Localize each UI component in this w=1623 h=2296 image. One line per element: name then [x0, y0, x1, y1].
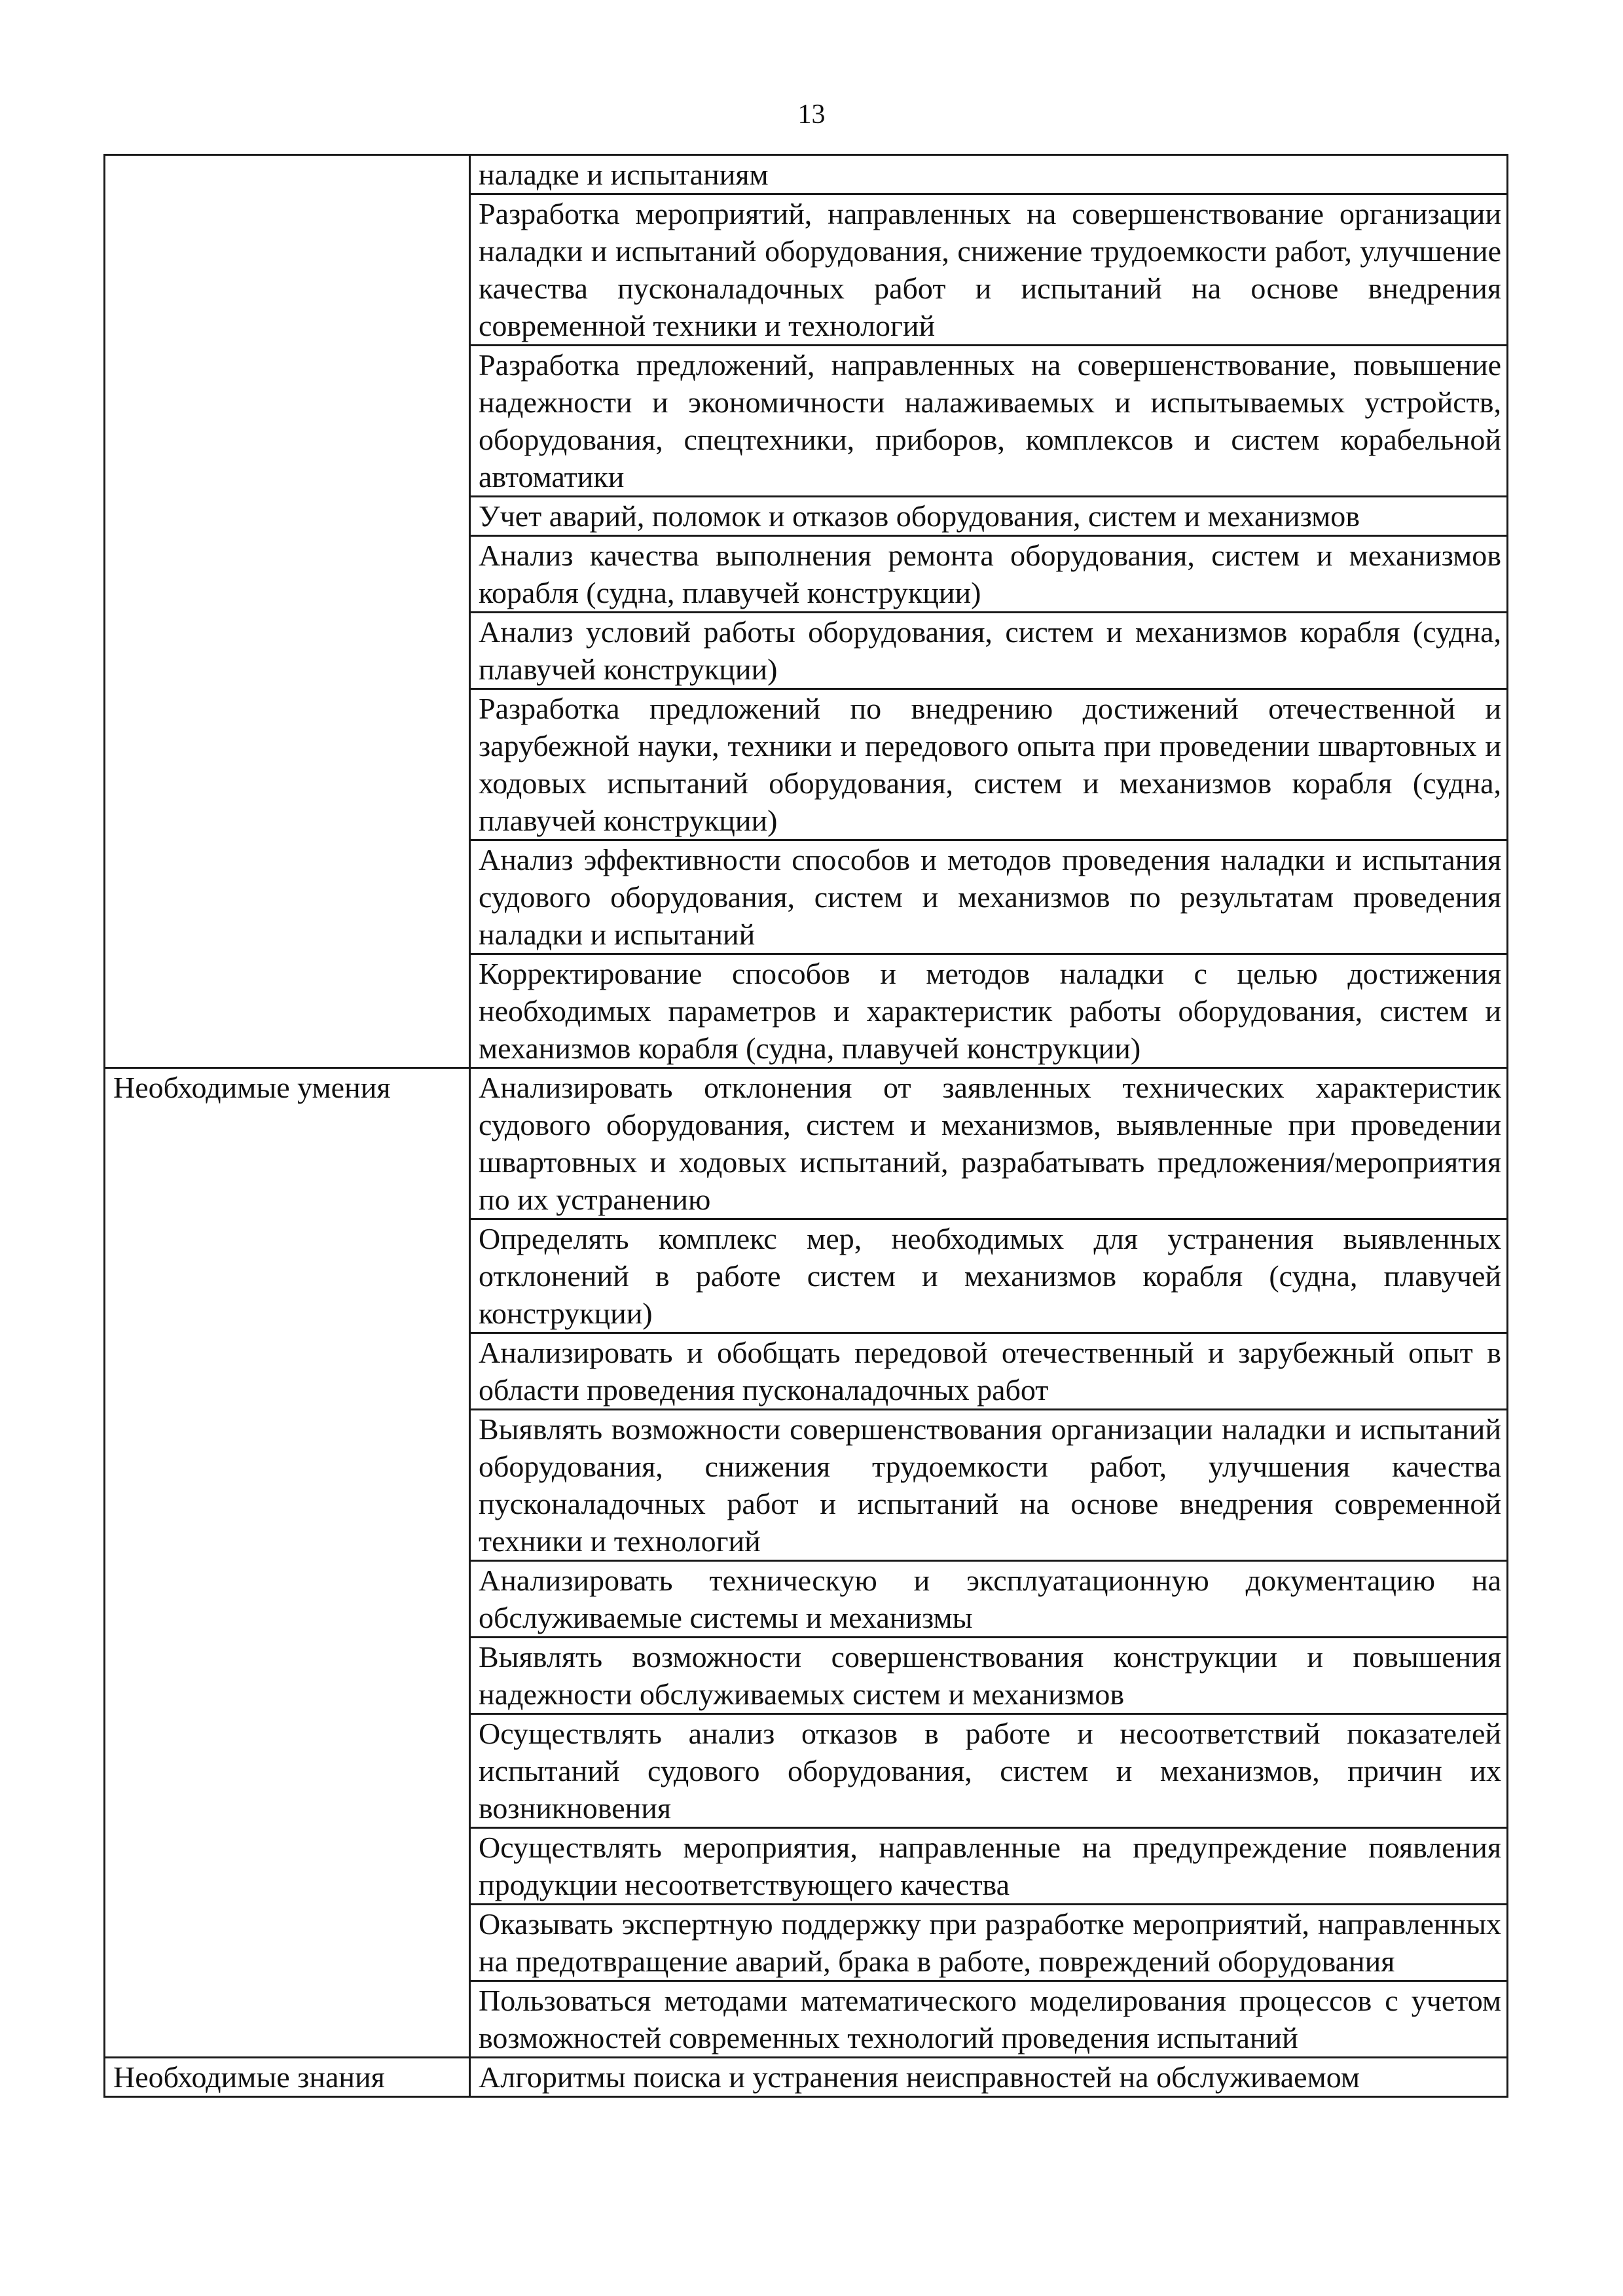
table-row: [105, 1638, 1508, 1714]
table-row: [105, 194, 1508, 346]
table-row: [105, 1828, 1508, 1905]
table-row: [105, 954, 1508, 1068]
table-row: [105, 613, 1508, 689]
table-row: [105, 1219, 1508, 1333]
table-cell-item: Анализ качества выполнения ремонта оборудования, систем и механизмов корабля (судна, плавучей конструкции): [470, 536, 1508, 613]
table-cell-item: Учет аварий, поломок и отказов оборудования, систем и механизмов: [470, 497, 1508, 536]
table-cell-item: наладке и испытаниям: [470, 155, 1508, 194]
table-row: [105, 840, 1508, 954]
table-row: [105, 1068, 1508, 1219]
table-row: [105, 497, 1508, 536]
table-cell-item: Осуществлять мероприятия, направленные на предупреждение появления продукции несоответствующего качества: [470, 1828, 1508, 1905]
table-cell-item: Анализ эффективности способов и методов проведения наладки и испытания судового оборудования, систем и механизмов по результатам проведения наладки и испытаний: [470, 840, 1508, 954]
section-label-empty: [105, 155, 470, 194]
table-cell-item: Анализировать отклонения от заявленных технических характеристик судового оборудования, систем и механизмов, выявленные при проведении швартовных и ходовых испытаний, разрабатывать предложения/мероприятия по их устранению: [470, 1068, 1508, 1219]
table-row: [105, 536, 1508, 613]
section-label-knowledge: Необходимые знания: [105, 2058, 470, 2097]
table-row: [105, 346, 1508, 497]
table-cell-item: Анализировать техническую и эксплуатационную документацию на обслуживаемые системы и механизмы: [470, 1561, 1508, 1638]
table-cell-item: Анализировать и обобщать передовой отечественный и зарубежный опыт в области проведения пусконаладочных работ: [470, 1333, 1508, 1410]
table-row: [105, 2058, 1508, 2097]
section-label-skills: Необходимые умения: [105, 1068, 470, 1219]
table-row: [105, 155, 1508, 194]
table-row: [105, 1981, 1508, 2058]
table-row: [105, 1333, 1508, 1410]
table-cell-item: Анализ условий работы оборудования, систем и механизмов корабля (судна, плавучей конструкции): [470, 613, 1508, 689]
table-cell-item: Разработка предложений, направленных на совершенствование, повышение надежности и экономичности налаживаемых и испытываемых устройств, оборудования, спецтехники, приборов, комплексов и систем корабельной автоматики: [470, 346, 1508, 497]
table-cell-item: Выявлять возможности совершенствования организации наладки и испытаний оборудования, снижения трудоемкости работ, улучшения качества пусконаладочных работ и испытаний на основе внедрения современной техники и технологий: [470, 1410, 1508, 1561]
table-row: [105, 1561, 1508, 1638]
table-cell-item: Осуществлять анализ отказов в работе и несоответствий показателей испытаний судового оборудования, систем и механизмов, причин их возникновения: [470, 1714, 1508, 1828]
table-row: [105, 1714, 1508, 1828]
table-cell-item: Разработка мероприятий, направленных на совершенствование организации наладки и испытаний оборудования, снижение трудоемкости работ, улучшение качества пусконаладочных работ и испытаний на основе внедрения современной техники и технологий: [470, 194, 1508, 346]
table-cell-item: Корректирование способов и методов наладки с целью достижения необходимых параметров и характеристик работы оборудования, систем и механизмов корабля (судна, плавучей конструкции): [470, 954, 1508, 1068]
requirements-table: [103, 154, 1508, 2098]
table-cell-item: Алгоритмы поиска и устранения неисправностей на обслуживаемом: [470, 2058, 1508, 2097]
table-row: [105, 689, 1508, 840]
table-cell-item: Разработка предложений по внедрению достижений отечественной и зарубежной науки, техники и передового опыта при проведении швартовных и ходовых испытаний оборудования, систем и механизмов корабля (судна, плавучей конструкции): [470, 689, 1508, 840]
table-row: [105, 1905, 1508, 1981]
table-cell-item: Пользоваться методами математического моделирования процессов с учетом возможностей современных технологий проведения испытаний: [470, 1981, 1508, 2058]
table-cell-item: Оказывать экспертную поддержку при разработке мероприятий, направленных на предотвращение аварий, брака в работе, повреждений оборудования: [470, 1905, 1508, 1981]
table-cell-item: Выявлять возможности совершенствования конструкции и повышения надежности обслуживаемых систем и механизмов: [470, 1638, 1508, 1714]
table-cell-item: Определять комплекс мер, необходимых для устранения выявленных отклонений в работе систем и механизмов корабля (судна, плавучей конструкции): [470, 1219, 1508, 1333]
table-row: [105, 1410, 1508, 1561]
page-number: 13: [797, 99, 826, 130]
